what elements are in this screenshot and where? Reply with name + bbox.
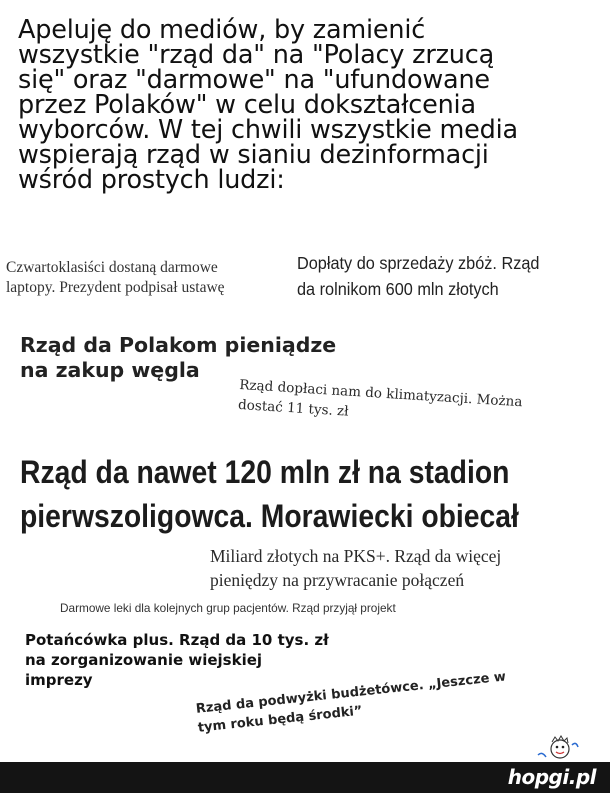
footer-bar (0, 762, 610, 793)
headline-free-medicine: Darmowe leki dla kolejnych grup pacjentów. Rząd przyjął projekt (60, 601, 396, 615)
mascot-logo-icon (532, 735, 580, 765)
headline-pks-plus: Miliard złotych na PKS+. Rząd da więcej pieniędzy na przywracanie połączeń (210, 546, 502, 590)
intro-text: Apeluję do mediów, by zamienić wszystkie "rząd da" na "Polacy zrzucą się" oraz "darmowe" na "ufundowane przez Polaków" w celu dokształcenia wyborców. W tej chwili wszystkie media wspierają rząd w sianiu dezinformacji wśród prostych ludzi: (18, 15, 518, 195)
headline-budget-raises: Rząd da podwyżki budżetówce. „Jeszcze w tym roku będą środki” (195, 669, 507, 736)
headline-stadium: Rząd da nawet 120 mln zł na stadion pierwszoligowca. Morawiecki obiecał (20, 454, 519, 534)
site-watermark[interactable]: hopgi.pl (507, 765, 596, 789)
headline-coal-money: Rząd da Polakom pieniądze na zakup węgla (20, 333, 337, 382)
headline-laptops: Czwartoklasiści dostaną darmowe laptopy. Prezydent podpisał ustawę (6, 259, 225, 296)
headline-dance-party: Potańcówka plus. Rząd da 10 tys. zł na zorganizowanie wiejskiej imprezy (25, 631, 329, 689)
headline-grain-subsidies: Dopłaty do sprzedaży zbóż. Rząd da rolnikom 600 mln złotych (297, 253, 540, 299)
headline-air-conditioning: Rząd dopłaci nam do klimatyzacji. Można dostać 11 tys. zł (237, 376, 523, 420)
